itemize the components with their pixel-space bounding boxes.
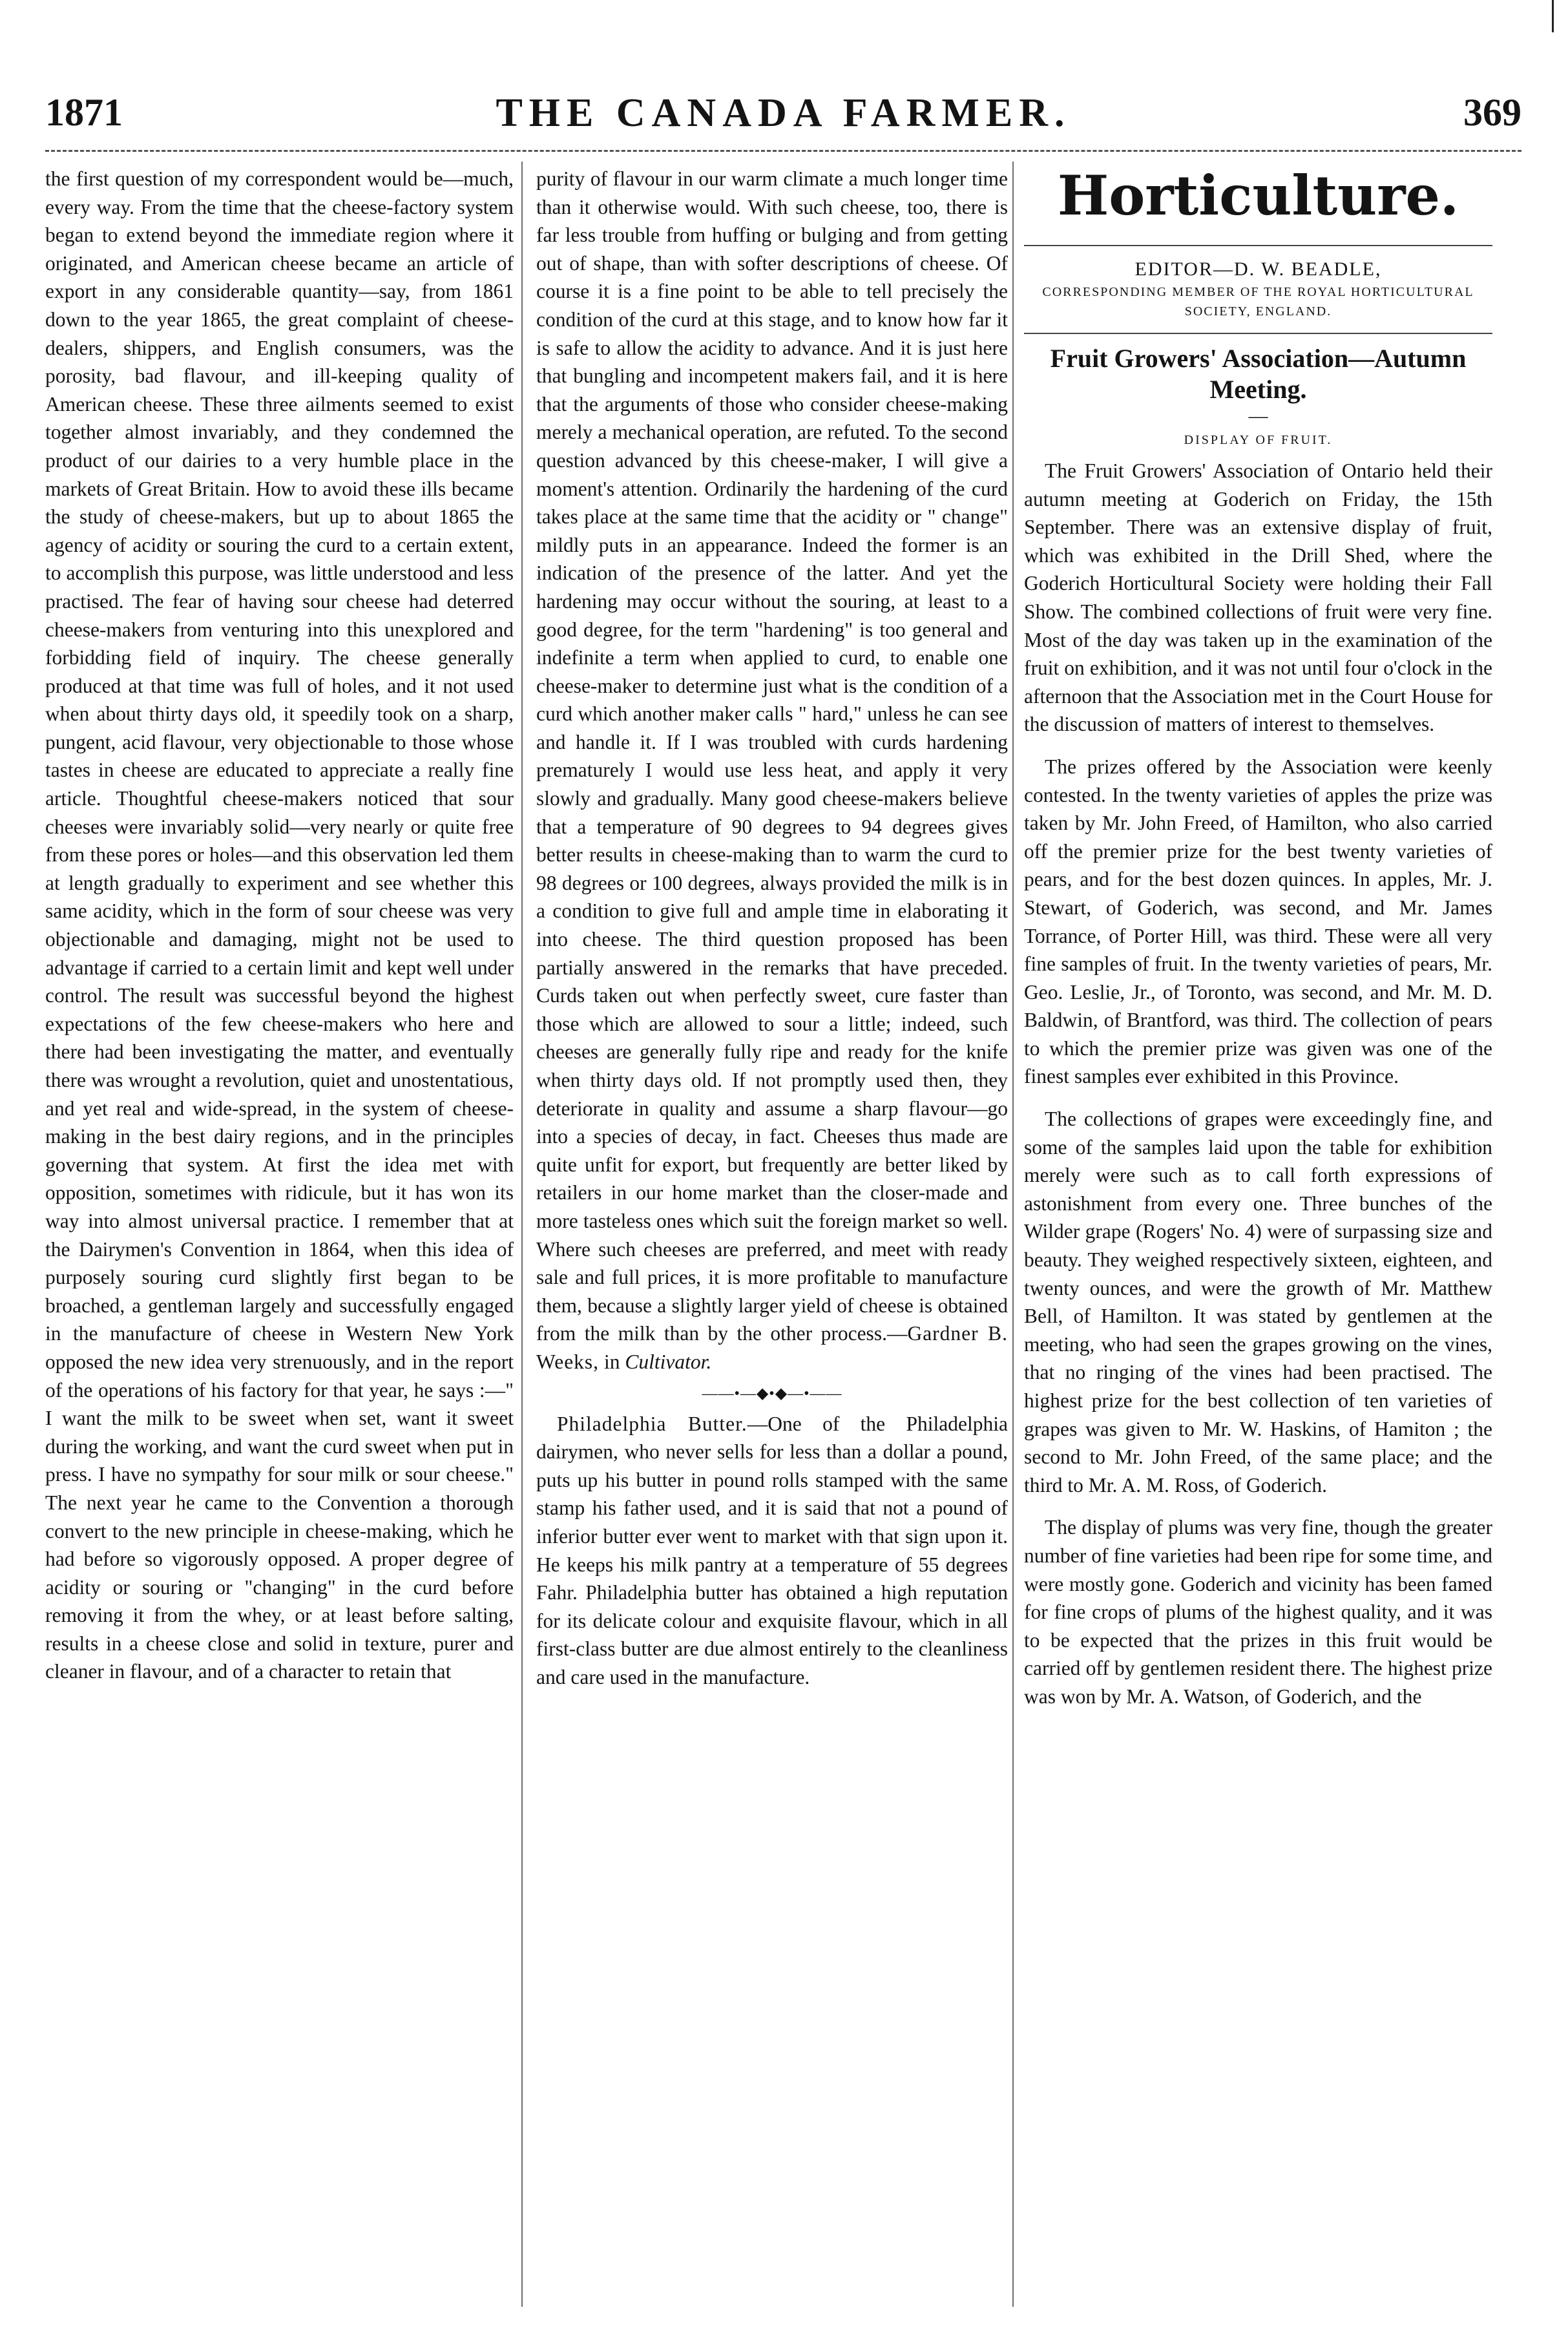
editor-rule [1024, 333, 1492, 334]
column-1 [45, 165, 514, 1686]
butter-text: —One of the Philadelphia dairymen, who never sells for less than a dollar a pound, puts up his butter in pound rolls stamped with the same stamp his father used, and it is said that not a pound of inferior butter ever went to market with that sign upon it. He keeps his milk pantry at a temperature of 55 degrees Fahr. Philadelphia butter has obtained a high reputation for its delicate colour and exquisite flavour, which in all first-class butter are due almost entirely to the cleanliness and care used in the manufacture. [536, 1412, 1009, 1688]
editor-credentials: CORRESPONDING MEMBER OF THE ROYAL HORTICULTURAL SOCIETY, ENGLAND. [1042, 285, 1474, 319]
signature-connector: in [599, 1350, 625, 1373]
paragraph-lead: Philadelphia Butter. [557, 1412, 747, 1435]
title-dash: — [1248, 405, 1268, 426]
cheese-article-continued: the first question of my correspondent would be—much, every way. From the time that the cheese-factory system began to extend beyond the immediate region where it originated, and American cheese became an article of export in any considerable quantity—say, from 1861 down to the year 1865, the great complaint of cheese-dealers, shippers, and English consumers, was the porosity, bad flavour, and ill-keeping quality of American cheese. These three ailments seemed to exist together almost invariably, and they condemned the product of our dairies to a very humble place in the markets of Great Britain. How to avoid these ills became the study of cheese-makers, but up to about 1865 the agency of acidity or souring the curd to a certain extent, to accomplish this purpose, was little understood and less practised. The fear of having sour cheese had deterred cheese-makers from venturing into this unexplored and forbidding field of inquiry. The cheese generally produced at that time was full of holes, and it not used when about thirty days old, it speedily took on a sharp, pungent, acid flavour, very objectionable to those whose tastes in cheese are educated to appreciate a really fine article. Thoughtful cheese-makers noticed that sour cheeses were invariably solid—very nearly or quite free from these pores or holes—and this observation led them at length gradually to experiment and see whether this same acidity, which in the form of sour cheese was very objectionable and damaging, might not be used to advantage if carried to a certain limit and kept well under control. The result was successful beyond the highest expectations of the few cheese-makers who here and there had been investigating the matter, and eventually there was wrought a revolution, quiet and unostentatious, and yet real and wide-spread, in the system of cheese-making in the best dairy regions, and in the principles governing that system. At first the idea met with opposition, sometimes with ridicule, but it has won its way into almost universal practice. I remember that at the Dairymen's Convention in 1864, when this idea of purposely souring curd slightly first began to be broached, a gentleman largely and successfully engaged in the manufacture of cheese in Western New York opposed the new idea very strenuously, and in the report of the operations of his factory for that year, he says :—" I want the milk to be sweet when set, want it sweet during the working, and want the curd sweet when put in press. I have no sympathy for sour milk or sour cheese." The next year he came to the Convention a thorough convert to the new principle in cheese-making, which he had before so vigorously opposed. A proper degree of acidity or souring or "changing" in the curd before removing it from the whey, or at least before salting, results in a cheese close and solid in texture, purer and cleaner in flavour, and of a character to retain that [45, 167, 514, 1683]
fruit-paragraph-3: The collections of grapes were exceedingly fine, and some of the samples laid upon the table for exhibition merely were such as to call forth expressions of astonishment from every one. Three bunches of the Wilder grape (Rogers' No. 4) were of surpassing size and beauty. They weighed respectively sixteen, eighteen, and twenty ounces, and were the growth of Mr. Matthew Bell, of Hamilton. It was stated by gentlemen at the meeting, who had seen the grapes growing on the vines, that no ringing of the vines had been practised. The highest prize for the best collection of ten varieties of grapes was given to Mr. W. Haskins, of Hamiton ; the second to Mr. John Freed, of the same place; and the third to Mr. A. M. Ross, of Goderich. [1024, 1108, 1492, 1497]
section-ornament: ——•—◆•◆—•—— [702, 1385, 842, 1402]
philadelphia-butter-paragraph [536, 1410, 1008, 1692]
title-rule [1024, 245, 1492, 246]
scan-edge-mark [1552, 0, 1554, 32]
page-header [45, 90, 1521, 149]
header-rule [45, 150, 1521, 152]
page-number: 369 [1463, 91, 1521, 134]
article-title: Fruit Growers' Association—Autumn Meeting. [1050, 344, 1467, 404]
column-divider [521, 162, 523, 2307]
source-publication: Cultivator. [625, 1350, 712, 1373]
column-2 [536, 165, 1008, 1691]
fruit-paragraph-4: The display of plums was very fine, though the greater number of fine varieties had been ripe for some time, and were mostly gone. Goderich and vicinity has been famed for fine crops of plums of the highest quality, and it was to be expected that the prizes in this fruit would be carried off by gentlemen resident there. The highest prize was won by Mr. A. Watson, of Goderich, and the [1024, 1516, 1492, 1708]
fruit-paragraph-1: The Fruit Growers' Association of Ontario held their autumn meeting at Goderich on Friday, the 15th September. There was an extensive display of fruit, which was exhibited in the Drill Shed, where the Goderich Horticultural Society were holding their Fall Show. The combined collections of fruit were very fine. Most of the day was taken up in the examination of the fruit on exhibition, and it was not until four o'clock in the afternoon that the Association met in the Court House for the discussion of matters of interest to themselves. [1024, 459, 1492, 736]
header-year: 1871 [45, 91, 123, 134]
author-signature: Gardner B. Weeks, [536, 1322, 1008, 1373]
cheese-article-text: purity of flavour in our warm climate a much longer time than it otherwise would. With such cheese, too, there is far less trouble from huffing or bulging and from getting out of shape, than with softer descriptions of cheese. Of course it is a fine point to be able to tell precisely the condition of the curd at this stage, and to know how far it is safe to allow the acidity to advance. And it is just here that bungling and incompetent makers fail, and it is here that the arguments of those who consider cheese-making merely a mechanical operation, are refuted. To the second question advanced by this cheese-maker, I will give a moment's attention. Ordinarily the hardening of the curd takes place at the same time that the acidity or " change" mildly puts in an appearance. Indeed the former is an indication of the presence of the latter. And yet the hardening may occur without the souring, at least to a good degree, for the term "hardening" is too general and indefinite a term when applied to curd, to enable one cheese-maker to determine just what is the condition of a curd which another maker calls " hard," unless he can see and handle it. If I was troubled with curds hardening prematurely I would use less heat, and apply it very slowly and gradually. Many good cheese-makers believe that a temperature of 90 degrees to 94 degrees gives better results in cheese-making than to warm the curd to 98 degrees or 100 degrees, always provided the milk is in a condition to give full and ample time in elaborating it into cheese. The third question proposed has been partially answered in the remarks that have preceded. Curds taken out when perfectly sweet, cure faster than those which are allowed to sour a little; indeed, such cheeses are generally fully ripe and ready for the knife when thirty days old. If not promptly used then, they deteriorate in quality and assume a sharp flavour—go into a species of decay, in fact. Cheeses thus made are quite unfit for export, but frequently are better liked by retailers in our home market than the closer-made and more tasteless ones which suit the foreign market so well. Where such cheeses are preferred, and meet with ready sale and full prices, it is more profitable to manufacture them, because a slightly larger yield of cheese is obtained from the milk than by the other process.— [536, 167, 1008, 1345]
article-subtitle: DISPLAY OF FRUIT. [1184, 433, 1333, 447]
editor-line: EDITOR—D. W. BEADLE, [1134, 258, 1382, 280]
column-divider [1012, 162, 1014, 2307]
cheese-article-conclusion [536, 165, 1008, 1376]
masthead-title: THE CANADA FARMER. [496, 91, 1071, 135]
column-3 [1024, 165, 1492, 1711]
fruit-paragraph-2: The prizes offered by the Association were keenly contested. In the twenty varieties of apples the prize was taken by Mr. John Freed, of Hamilton, who also carried off the premier prize for the best twenty varieties of pears, and for the best dozen quinces. In apples, Mr. J. Stewart, of Goderich, was second, and Mr. James Torrance, of Porter Hill, was third. These were all very fine samples of fruit. In the twenty varieties of pears, Mr. Geo. Leslie, Jr., of Toronto, was second, and Mr. M. D. Baldwin, of Brantford, was third. The collection of pears to which the premier prize was given was one of the finest samples ever exhibited in this Province. [1024, 755, 1492, 1088]
department-title: Horticulture. [1057, 163, 1459, 227]
